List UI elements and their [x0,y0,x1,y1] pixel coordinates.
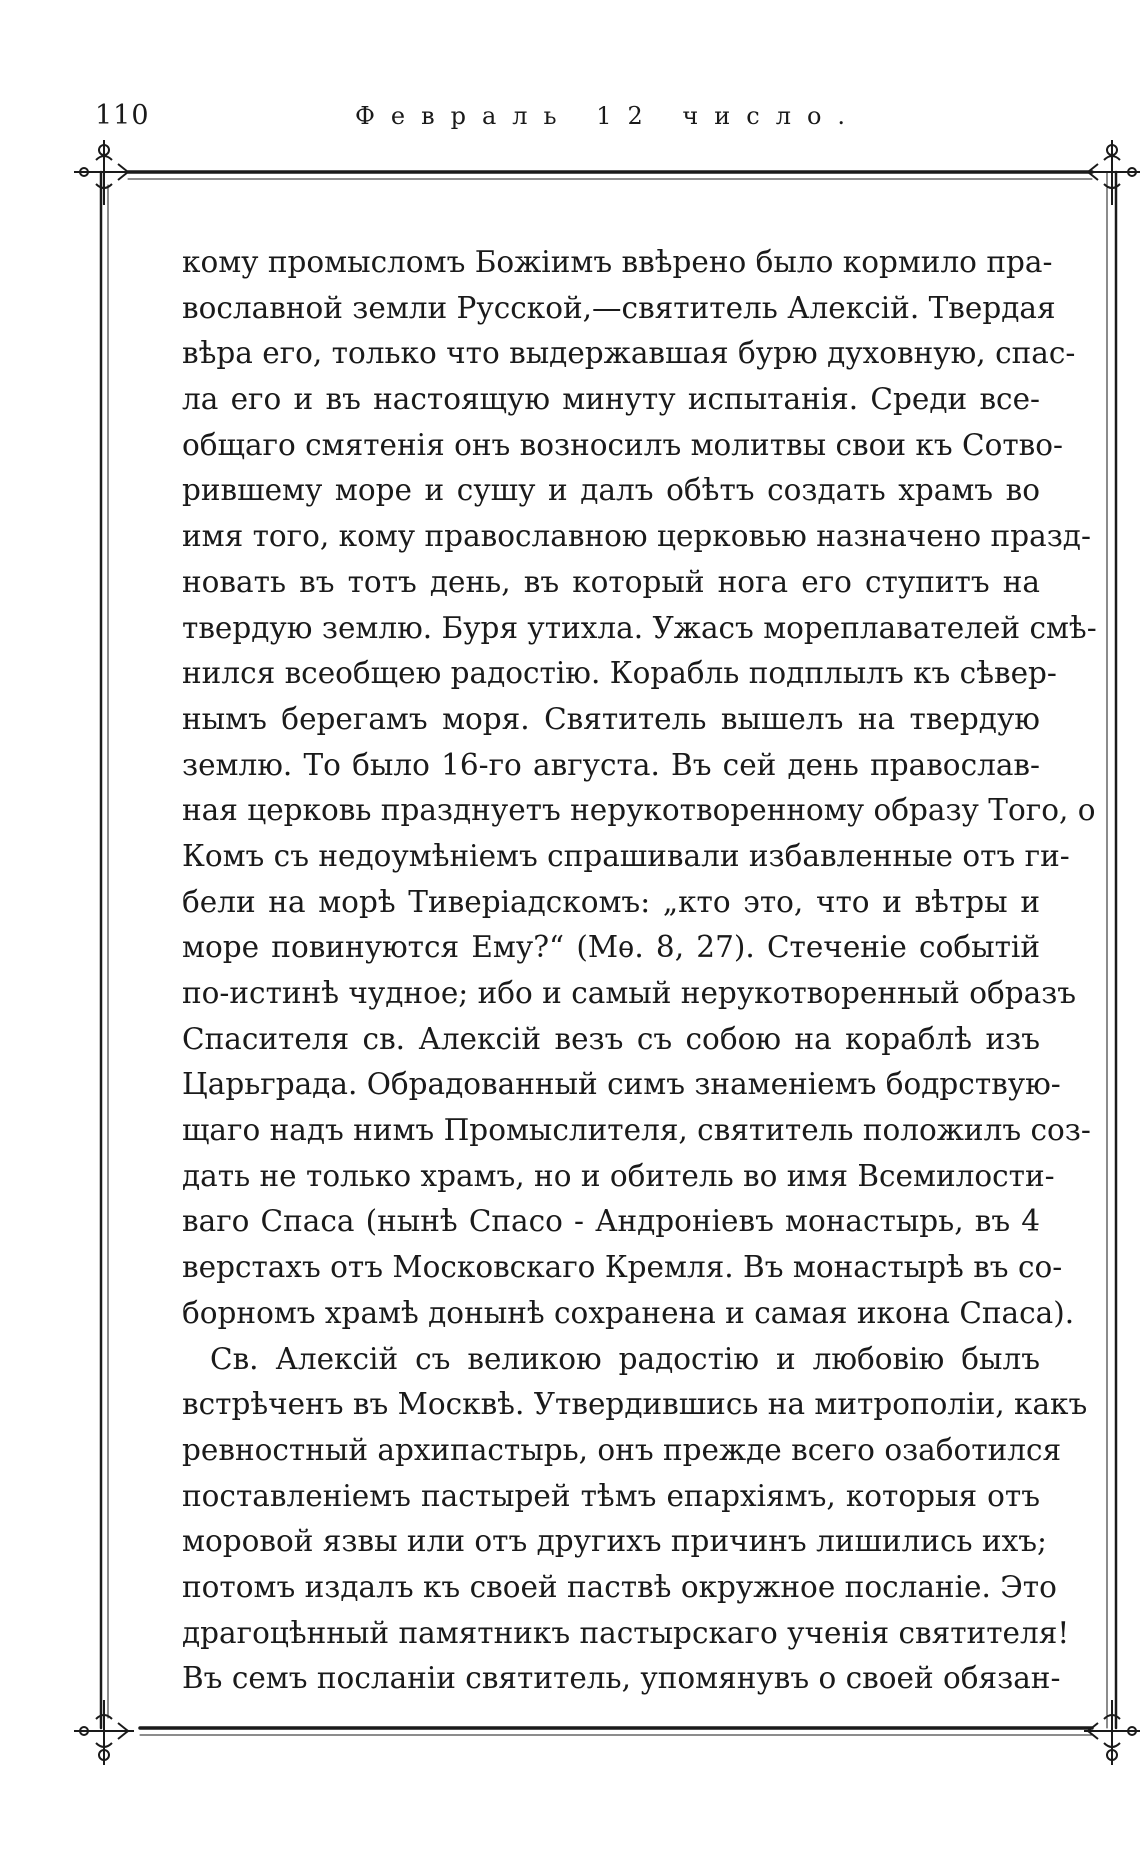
text-line: потомъ издалъ къ своей паствѣ окружное посланіе. Это [182,1569,1057,1604]
text-line: бели на морѣ Тиверіадскомъ: „кто это, что и вѣтры и [182,884,1040,919]
corner-ornament-bottom-left [74,1700,134,1765]
running-head: Февраль 12 число. [355,102,862,130]
text-line: ваго Спаса (нынѣ Спасо - Андроніевъ монастырь, въ 4 [182,1204,1040,1239]
text-line: Св. Алексій съ великою радостію и любовію былъ [210,1341,1040,1376]
text-line: Царьграда. Обрадованный симъ знаменіемъ бодрствую- [182,1067,1061,1102]
text-line: ная церковь празднуетъ нерукотворенному образу Того, о [182,793,1096,828]
text-line: землю. То было 16-го августа. Въ сей день православ- [182,747,1040,782]
text-line: дать не только храмъ, но и обитель во имя Всемилости- [182,1158,1055,1193]
text-line: рившему море и сушу и далъ обѣтъ создать храмъ во [182,473,1040,508]
text-line: по-истинѣ чудное; ибо и самый нерукотворенный образъ [182,976,1077,1010]
corner-ornament-bottom-right [1084,1700,1140,1765]
corner-ornament-top-right [1084,140,1140,205]
text-line: нымъ берегамъ моря. Святитель вышелъ на твердую [182,701,1040,736]
text-line: вославной земли Русской,—святитель Алексій. Твердая [182,290,1056,325]
text-line: борномъ храмѣ донынѣ сохранена и самая икона Спаса). [182,1295,1075,1330]
text-line: поставленіемъ пастырей тѣмъ епархіямъ, которыя отъ [182,1478,1040,1513]
text-line: общаго смятенія онъ возносилъ молитвы свои къ Сотво- [182,427,1063,462]
text-line: Комъ съ недоумѣніемъ спрашивали избавленные отъ ги- [182,838,1070,873]
text-line: ревностный архипастырь, онъ прежде всего озаботился [182,1432,1062,1467]
text-line: моровой язвы или отъ другихъ причинъ лишились ихъ; [182,1524,1047,1559]
text-line: ла его и въ настоящую минуту испытанія. Среди все- [182,382,1040,417]
text-line: Въ семъ посланіи святитель, упомянувъ о своей обязан- [182,1661,1061,1696]
body-text [182,240,1097,1702]
text-line: Спасителя св. Алексій везъ съ собою на кораблѣ изъ [182,1021,1040,1056]
text-line: щаго надъ нимъ Промыслителя, святитель положилъ соз- [182,1113,1091,1148]
text-line: драгоцѣнный памятникъ пастырскаго ученія святителя! [182,1615,1070,1650]
text-line: верстахъ отъ Московскаго Кремля. Въ монастырѣ въ со- [182,1250,1063,1285]
text-line: имя того, кому православною церковью назначено празд- [182,519,1091,554]
corner-ornament-top-left [74,140,134,205]
text-line: новать въ тотъ день, въ который нога его ступитъ на [182,564,1040,599]
text-line: кому промысломъ Божіимъ ввѣрено было кормило пра- [182,245,1053,279]
text-line: море повинуются Ему?“ (Мѳ. 8, 27). Стеченіе событій [182,930,1040,965]
text-line: твердую землю. Буря утихла. Ужасъ мореплавателей смѣ- [182,610,1097,645]
text-line: встрѣченъ въ Москвѣ. Утвердившись на митрополіи, какъ [182,1387,1088,1422]
text-line: нился всеобщею радостію. Корабль подплылъ къ сѣвер- [182,656,1057,691]
text-line: вѣра его, только что выдержавшая бурю духовную, спас- [182,336,1076,371]
page-number: 110 [95,100,150,131]
